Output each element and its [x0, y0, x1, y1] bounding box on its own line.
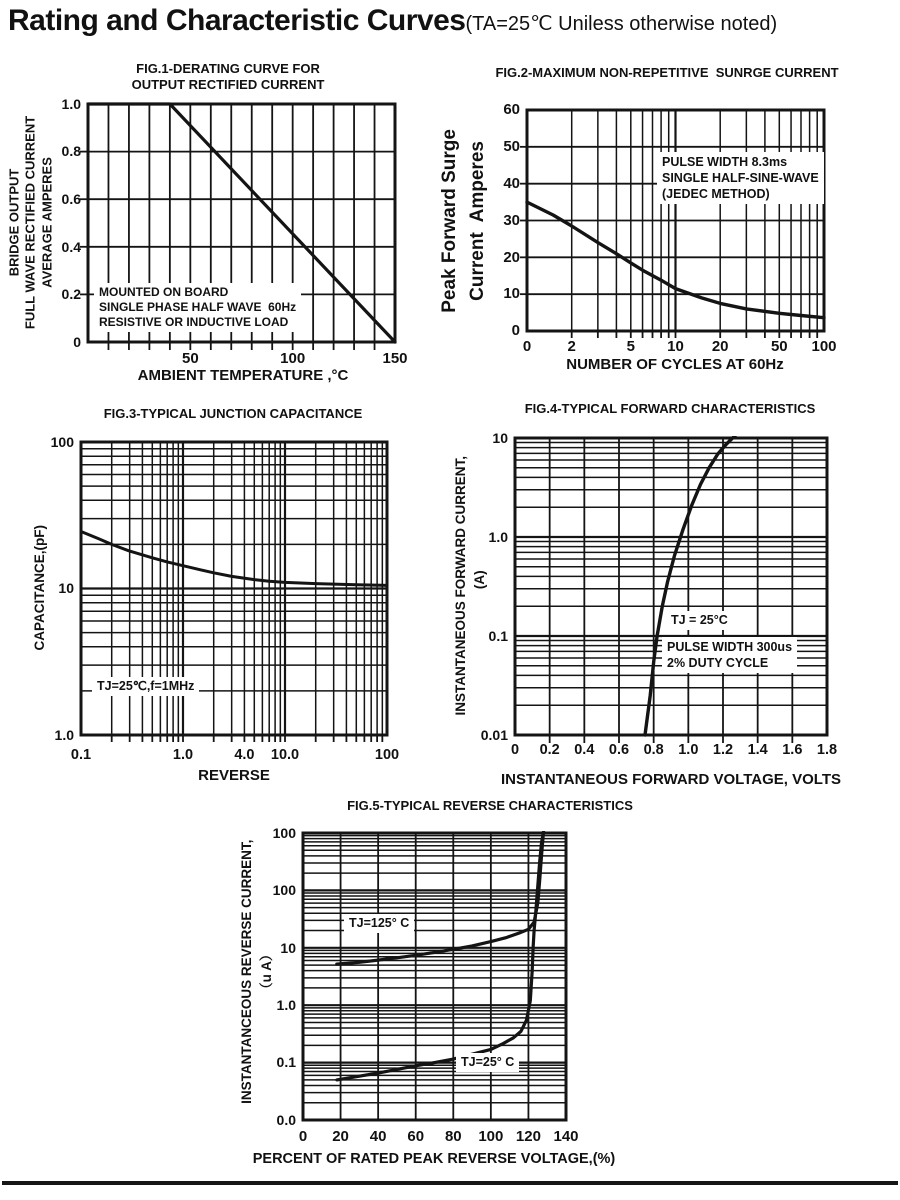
fig5-y-tick-label: 100 — [272, 882, 296, 899]
fig5-title: FIG.5-TYPICAL REVERSE CHARACTERISTICS — [347, 798, 633, 813]
fig4-plot — [515, 436, 827, 744]
fig2-plot — [520, 110, 824, 338]
fig4-x-tick-label: 1.4 — [747, 742, 768, 758]
fig5-x-tick-label: 40 — [369, 1128, 387, 1145]
fig2-annotation-line: PULSE WIDTH 8.3ms — [662, 155, 788, 169]
fig5-plot — [303, 832, 566, 1120]
fig4-annotation-line: 2% DUTY CYCLE — [667, 656, 769, 670]
fig2-y-tick-label: 40 — [503, 174, 520, 192]
fig4-y-tick-label: 0.1 — [488, 627, 508, 644]
fig2-title: FIG.2-MAXIMUM NON-REPETITIVE SUNRGE CURRENT — [495, 65, 839, 80]
fig5-annotation — [344, 914, 414, 933]
fig3-curve-junction-capacitance — [81, 532, 387, 586]
fig5-curve-TJ=125C — [337, 832, 544, 964]
fig2-y-axis-title: Peak Forward Surge — [439, 129, 461, 314]
fig1-y-tick-label: 0.6 — [61, 191, 81, 208]
fig4-x-tick-label: 0.2 — [539, 742, 560, 758]
fig2-annotation — [657, 152, 824, 204]
fig3-x-tick-label: 100 — [374, 747, 400, 763]
page-title-note: (TA=25℃ Uniless otherwise noted) — [465, 13, 778, 35]
fig2-x-tick-label: 10 — [667, 338, 684, 355]
fig1-y-tick-label: 0 — [73, 333, 81, 350]
fig4-y-tick-label: 1.0 — [488, 528, 508, 545]
fig5-annotation-line: TJ=125° C — [349, 916, 410, 930]
fig2-y-tick-label: 20 — [503, 248, 520, 266]
fig2-y-tick-label: 60 — [503, 101, 520, 119]
fig2-y-tick-label: 50 — [503, 138, 520, 156]
fig1-y-tick-label: 1.0 — [61, 95, 81, 112]
fig1-y-tick-label: 0.2 — [61, 286, 81, 303]
fig3-y-tick-label: 100 — [50, 433, 74, 450]
fig3-y-tick-label: 1.0 — [54, 726, 74, 743]
fig3-x-tick-label: 4.0 — [234, 747, 255, 763]
fig5-x-tick-label: 0 — [298, 1128, 308, 1145]
fig3-annotation-line: TJ=25℃,f=1MHz — [97, 679, 195, 693]
fig4-x-tick-label: 0.8 — [643, 742, 664, 758]
fig2-x-tick-label: 100 — [811, 338, 837, 355]
fig1-x-axis-title: AMBIENT TEMPERATURE ,°C — [137, 367, 349, 384]
fig4-title: FIG.4-TYPICAL FORWARD CHARACTERISTICS — [524, 401, 816, 416]
fig4-x-tick-label: 1.2 — [712, 742, 734, 758]
fig4-x-tick-label: 1.6 — [782, 742, 803, 758]
fig3-x-tick-label: 1.0 — [172, 747, 194, 763]
fig2-x-axis-title: NUMBER OF CYCLES AT 60Hz — [566, 356, 784, 373]
fig2-annotation-line: (JEDEC METHOD) — [662, 187, 770, 201]
fig2-x-tick-label: 50 — [770, 338, 788, 355]
footer-rule — [2, 1181, 898, 1185]
fig1-y-tick-label: 0.4 — [61, 238, 81, 255]
fig3-x-tick-label: 10.0 — [270, 747, 300, 763]
fig1-x-tick-label: 150 — [382, 350, 408, 367]
fig5-x-tick-label: 140 — [553, 1128, 579, 1145]
fig4-x-tick-label: 0.6 — [608, 742, 630, 758]
fig5-y-tick-label: 0.0 — [276, 1111, 296, 1128]
fig3-y-tick-label: 10 — [58, 580, 74, 597]
fig1-x-tick-label: 50 — [181, 350, 199, 367]
fig2-y-tick-label: 0 — [511, 322, 520, 340]
fig1-x-tick-label: 100 — [280, 350, 306, 367]
fig1-y-axis-title: FULL WAVE RECTIFIED CURRENT — [22, 115, 38, 330]
fig4-x-tick-label: 1.0 — [678, 742, 699, 758]
fig5-y-tick-label: 100 — [272, 824, 296, 841]
fig1-y-tick-label: 0.8 — [61, 143, 81, 160]
fig4-annotation — [666, 611, 733, 630]
fig2-y-tick-label: 30 — [503, 211, 520, 229]
fig5-annotation — [456, 1053, 519, 1072]
fig5-annotation-line: TJ=25° C — [461, 1055, 515, 1069]
fig4-x-tick-label: 0 — [510, 742, 520, 758]
fig4-frame — [515, 438, 827, 735]
fig4-annotation — [662, 637, 797, 673]
fig5-x-tick-label: 120 — [515, 1128, 541, 1145]
fig1-title: OUTPUT RECTIFIED CURRENT — [131, 77, 325, 92]
fig4-x-tick-label: 0.4 — [574, 742, 595, 758]
fig2-annotation-line: SINGLE HALF-SINE-WAVE — [662, 171, 819, 185]
fig4-y-axis-title: INSTANTANEOUS FORWARD CURRENT, — [453, 455, 469, 716]
fig4-x-tick-label: 1.8 — [816, 742, 838, 758]
fig1-annotation-line: SINGLE PHASE HALF WAVE 60Hz — [99, 300, 297, 314]
fig2-y-axis-title: Current Amperes — [467, 141, 489, 302]
fig2-x-tick-label: 20 — [711, 338, 729, 355]
fig1-annotation — [94, 283, 301, 332]
fig5-y-axis-title: （u A） — [259, 947, 275, 996]
fig1-annotation-line: RESISTIVE OR INDUCTIVE LOAD — [99, 315, 289, 329]
fig1-title: FIG.1-DERATING CURVE FOR — [136, 61, 320, 76]
fig2-x-tick-label: 2 — [567, 338, 576, 355]
fig1-y-axis-title: BRIDGE OUTPUT — [6, 168, 22, 277]
fig5-x-axis-title: PERCENT OF RATED PEAK REVERSE VOLTAGE,(%) — [252, 1151, 616, 1167]
fig1-annotation-line: MOUNTED ON BOARD — [99, 285, 229, 299]
fig5-x-tick-label: 80 — [444, 1128, 462, 1145]
fig2-y-tick-label: 10 — [503, 285, 520, 303]
fig3-plot — [81, 442, 387, 742]
fig3-annotation — [92, 677, 199, 696]
fig5-x-tick-label: 60 — [407, 1128, 425, 1145]
fig4-annotation-line: PULSE WIDTH 300us — [667, 640, 793, 654]
page-title: Rating and Characteristic Curves — [8, 4, 466, 37]
fig4-y-tick-label: 10 — [492, 429, 508, 446]
fig3-y-axis-title: CAPACITANCE,(pF) — [32, 524, 48, 651]
fig4-annotation-line: TJ = 25°C — [671, 613, 728, 627]
fig4-curve-forward-vf — [645, 436, 735, 736]
fig5-frame — [303, 833, 566, 1120]
fig5-x-tick-label: 100 — [478, 1128, 504, 1145]
fig3-x-axis-title: REVERSE — [198, 767, 270, 784]
fig5-x-tick-label: 20 — [332, 1128, 349, 1145]
fig2-x-tick-label: 5 — [626, 338, 635, 355]
fig3-x-tick-label: 0.1 — [70, 747, 92, 763]
fig5-y-tick-label: 10 — [280, 939, 296, 956]
fig4-x-axis-title: INSTANTANEOUS FORWARD VOLTAGE, VOLTS — [501, 771, 841, 788]
fig4-y-tick-label: 0.01 — [480, 726, 508, 743]
fig2-x-tick-label: 0 — [522, 338, 532, 355]
fig5-y-axis-title: INSTANTANCEOUS REVERSE CURRENT, — [239, 839, 255, 1104]
fig4-y-axis-title: (A) — [472, 570, 488, 589]
fig3-title: FIG.3-TYPICAL JUNCTION CAPACITANCE — [103, 406, 363, 421]
fig5-y-tick-label: 0.1 — [276, 1054, 296, 1071]
fig5-y-tick-label: 1.0 — [276, 997, 296, 1014]
fig1-y-axis-title: AVERAGE AMPERES — [39, 157, 55, 288]
fig5-curve-TJ=25C — [337, 832, 544, 1080]
